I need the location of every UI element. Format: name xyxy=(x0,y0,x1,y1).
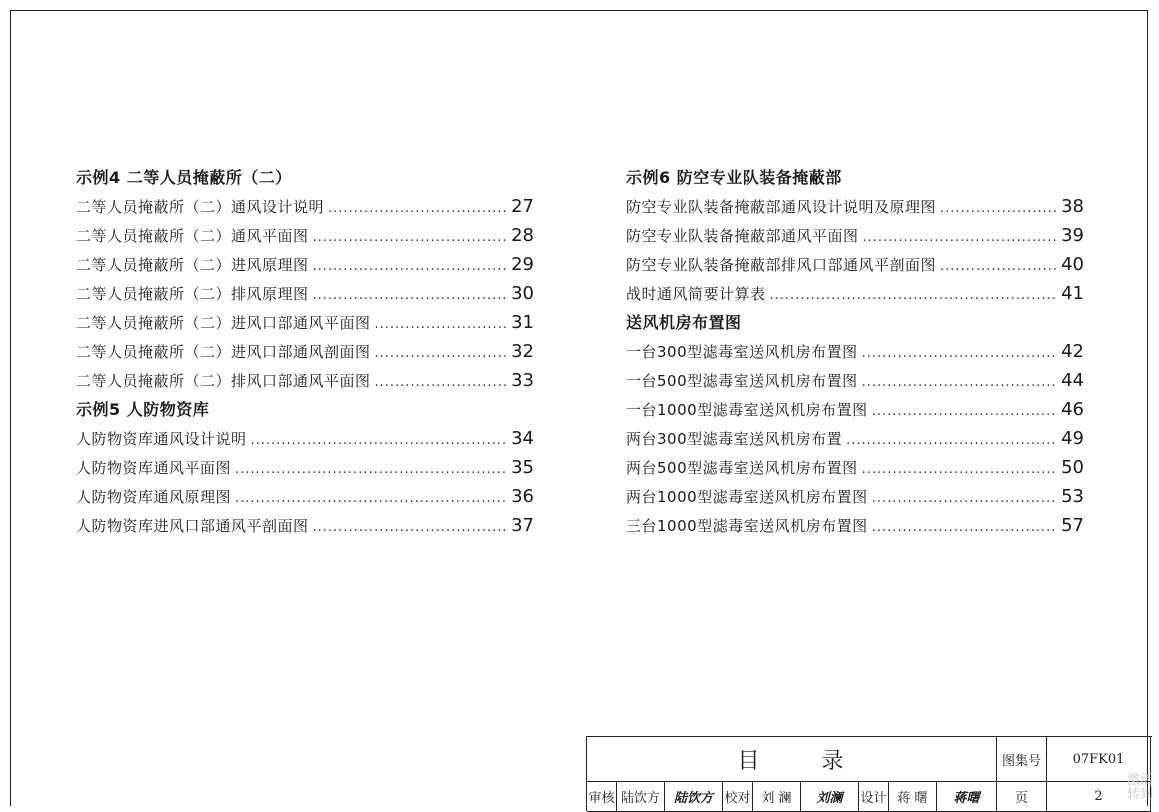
dot-leader xyxy=(375,339,506,368)
toc-entry[interactable] xyxy=(76,250,534,279)
toc-entry-title: 两台1000型滤毒室送风机房布置图 xyxy=(626,488,868,506)
toc-entry-title: 两台300型滤毒室送风机房布置 xyxy=(626,430,843,448)
toc-entry-page: 28 xyxy=(511,225,534,246)
toc-entry-page: 32 xyxy=(511,341,534,362)
dot-leader xyxy=(846,426,1056,455)
toc-entry-title: 一台500型滤毒室送风机房布置图 xyxy=(626,372,858,390)
dot-leader xyxy=(862,455,1056,484)
dot-leader xyxy=(940,194,1056,223)
toc-entry-title: 人防物资库通风设计说明 xyxy=(76,430,247,448)
design-label: 设计 xyxy=(859,782,889,812)
toc-entry-page: 34 xyxy=(511,428,534,449)
toc-entry-page: 30 xyxy=(511,283,534,304)
toc-entry-title: 二等人员掩蔽所（二）通风设计说明 xyxy=(76,198,325,216)
section-heading: 示例5 人防物资库 xyxy=(76,400,210,419)
toc-entry-page: 40 xyxy=(1061,254,1084,275)
reviewer-signature: 陆饮方 xyxy=(665,782,723,812)
toc-entry[interactable] xyxy=(626,395,1084,424)
title-block xyxy=(586,736,1152,811)
toc-entry-title: 两台500型滤毒室送风机房布置图 xyxy=(626,459,858,477)
designer-name: 蒋 曙 xyxy=(889,782,937,812)
toc-entry-page: 50 xyxy=(1061,457,1084,478)
toc-entry-page: 37 xyxy=(511,515,534,536)
dot-leader xyxy=(770,281,1056,310)
toc-entry[interactable] xyxy=(76,337,534,366)
toc-entry[interactable] xyxy=(626,424,1084,453)
toc-entry[interactable] xyxy=(76,308,534,337)
toc-entry-title: 二等人员掩蔽所（二）进风口部通风平面图 xyxy=(76,314,371,332)
toc-left-column xyxy=(76,163,534,540)
toc-entry[interactable] xyxy=(626,453,1084,482)
toc-entry-title: 防空专业队装备掩蔽部通风设计说明及原理图 xyxy=(626,198,937,216)
toc-entry-page: 42 xyxy=(1061,341,1084,362)
designer-signature: 蒋曙 xyxy=(937,782,997,812)
toc-entry-page: 27 xyxy=(511,196,534,217)
section-heading: 送风机房布置图 xyxy=(626,313,742,332)
toc-entry[interactable] xyxy=(626,192,1084,221)
toc-entry[interactable] xyxy=(626,366,1084,395)
review-label: 审核 xyxy=(587,782,617,812)
dot-leader xyxy=(313,281,506,310)
toc-entry[interactable] xyxy=(76,221,534,250)
toc-entry-page: 31 xyxy=(511,312,534,333)
toc-entry[interactable] xyxy=(626,511,1084,540)
toc-entry[interactable] xyxy=(626,482,1084,511)
toc-entry-page: 53 xyxy=(1061,486,1084,507)
checker-signature: 刘澜 xyxy=(801,782,859,812)
dot-leader xyxy=(872,513,1056,542)
toc-entry-title: 二等人员掩蔽所（二）通风平面图 xyxy=(76,227,309,245)
toc-entry[interactable] xyxy=(76,424,534,453)
check-label: 校对 xyxy=(723,782,753,812)
toc-entry-page: 41 xyxy=(1061,283,1084,304)
toc-entry[interactable] xyxy=(626,250,1084,279)
toc-entry-page: 57 xyxy=(1061,515,1084,536)
dot-leader xyxy=(940,252,1056,281)
dot-leader xyxy=(862,339,1056,368)
watermark-line-2: 转到 xyxy=(1127,787,1154,802)
toc-entry[interactable] xyxy=(76,279,534,308)
toc-entry[interactable] xyxy=(76,511,534,540)
toc-entry-title: 防空专业队装备掩蔽部通风平面图 xyxy=(626,227,859,245)
toc-entry-page: 46 xyxy=(1061,399,1084,420)
dot-leader xyxy=(328,194,506,223)
toc-entry-page: 33 xyxy=(511,370,534,391)
page-label: 页 xyxy=(997,782,1047,812)
dot-leader xyxy=(375,310,506,339)
toc-entry-title: 二等人员掩蔽所（二）排风口部通风平面图 xyxy=(76,372,371,390)
dot-leader xyxy=(375,368,506,397)
dot-leader xyxy=(235,484,506,513)
page-number: 2 xyxy=(1047,782,1151,812)
atlas-label: 图集号 xyxy=(997,737,1047,782)
toc-entry-title: 三台1000型滤毒室送风机房布置图 xyxy=(626,517,868,535)
section-heading: 示例4 二等人员掩蔽所（二） xyxy=(76,168,292,187)
drawing-title xyxy=(587,737,997,782)
activation-watermark xyxy=(1127,774,1153,802)
reviewer-name: 陆饮方 xyxy=(617,782,665,812)
toc-entry-title: 人防物资库通风平面图 xyxy=(76,459,232,477)
toc-entry-page: 36 xyxy=(511,486,534,507)
dot-leader xyxy=(862,368,1056,397)
toc-entry-title: 二等人员掩蔽所（二）进风原理图 xyxy=(76,256,309,274)
toc-entry-title: 二等人员掩蔽所（二）进风口部通风剖面图 xyxy=(76,343,371,361)
toc-entry-page: 49 xyxy=(1061,428,1084,449)
toc-entry-title: 一台300型滤毒室送风机房布置图 xyxy=(626,343,858,361)
toc-entry[interactable] xyxy=(626,337,1084,366)
toc-right-column xyxy=(626,163,1084,540)
toc-entry[interactable] xyxy=(626,221,1084,250)
title-char-1: 目 xyxy=(737,748,762,774)
title-char-2: 录 xyxy=(821,748,846,774)
toc-entry[interactable] xyxy=(626,279,1084,308)
dot-leader xyxy=(313,223,506,252)
toc-entry-title: 一台1000型滤毒室送风机房布置图 xyxy=(626,401,868,419)
toc-entry[interactable] xyxy=(76,453,534,482)
dot-leader xyxy=(313,252,506,281)
watermark-line-1: 激活 xyxy=(1127,773,1154,788)
toc-entry-title: 防空专业队装备掩蔽部排风口部通风平剖面图 xyxy=(626,256,937,274)
toc-entry-title: 二等人员掩蔽所（二）排风原理图 xyxy=(76,285,309,303)
dot-leader xyxy=(872,397,1056,426)
toc-entry-page: 39 xyxy=(1061,225,1084,246)
toc-entry[interactable] xyxy=(76,482,534,511)
toc-entry-page: 44 xyxy=(1061,370,1084,391)
toc-entry[interactable] xyxy=(76,192,534,221)
checker-name: 刘 澜 xyxy=(753,782,801,812)
section-heading: 示例6 防空专业队装备掩蔽部 xyxy=(626,168,842,187)
dot-leader xyxy=(251,426,506,455)
atlas-number: 07FK01 xyxy=(1047,737,1151,782)
dot-leader xyxy=(863,223,1056,252)
toc-entry-title: 人防物资库进风口部通风平剖面图 xyxy=(76,517,309,535)
toc-entry-title: 人防物资库通风原理图 xyxy=(76,488,232,506)
toc-entry-title: 战时通风简要计算表 xyxy=(626,285,766,303)
toc-entry-page: 35 xyxy=(511,457,534,478)
toc-entry[interactable] xyxy=(76,366,534,395)
dot-leader xyxy=(872,484,1056,513)
dot-leader xyxy=(235,455,506,484)
toc-entry-page: 29 xyxy=(511,254,534,275)
toc-entry-page: 38 xyxy=(1061,196,1084,217)
dot-leader xyxy=(313,513,506,542)
